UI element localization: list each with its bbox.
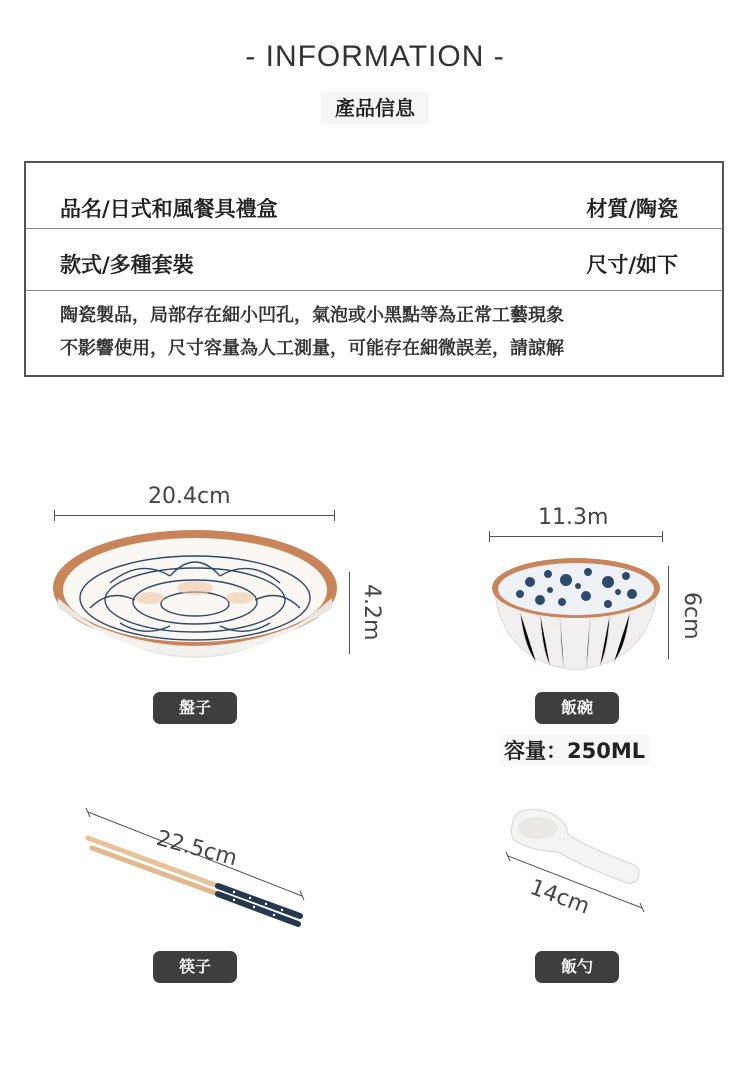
product-style: 款式/多種套裝 [60, 253, 194, 277]
info-row-style [26, 229, 722, 291]
page-subtitle-text: 產品信息 [321, 92, 429, 124]
product-size: 尺寸/如下 [586, 253, 678, 277]
bowl-height-label: 6cm [679, 592, 704, 640]
plate-label: 盤子 [153, 692, 237, 724]
plate-width-tick-left [54, 510, 55, 521]
bowl-capacity: 容量：250ML [500, 735, 649, 765]
product-note [60, 299, 564, 365]
plate-height-label: 4.2m [359, 584, 384, 641]
bowl-image [490, 552, 662, 674]
product-name: 品名/日式和風餐具禮盒 [60, 197, 278, 221]
spoon-length-label: 14cm [526, 875, 593, 920]
plate-width-tick-right [334, 510, 335, 521]
info-row-note [26, 291, 722, 377]
bowl-height-line [668, 566, 669, 659]
bowl-label: 飯碗 [535, 692, 619, 724]
info-row-name [26, 163, 722, 229]
info-table [24, 161, 724, 377]
note-line-1: 陶瓷製品，局部存在細小凹孔，氣泡或小黑點等為正常工藝現象 [60, 305, 564, 326]
plate-height-line [349, 572, 350, 654]
plate-image [50, 528, 340, 678]
chopsticks-image [84, 808, 309, 928]
page-title: - INFORMATION - [245, 40, 505, 73]
bowl-width-label: 11.3m [538, 505, 609, 530]
bowl-width-line [489, 536, 663, 537]
page-subtitle [0, 92, 750, 121]
note-line-2: 不影響使用，尺寸容量為人工測量，可能存在細微誤差，請諒解 [60, 338, 564, 359]
bowl-width-tick-right [662, 531, 663, 542]
plate-width-label: 20.4cm [148, 484, 231, 509]
product-material: 材質/陶瓷 [586, 197, 678, 221]
bowl-width-tick-left [489, 531, 490, 542]
plate-width-line [54, 515, 335, 516]
chopsticks-length-label: 22.5cm [153, 826, 240, 872]
chopsticks-label: 筷子 [153, 951, 237, 983]
spoon-label: 飯勺 [535, 951, 619, 983]
